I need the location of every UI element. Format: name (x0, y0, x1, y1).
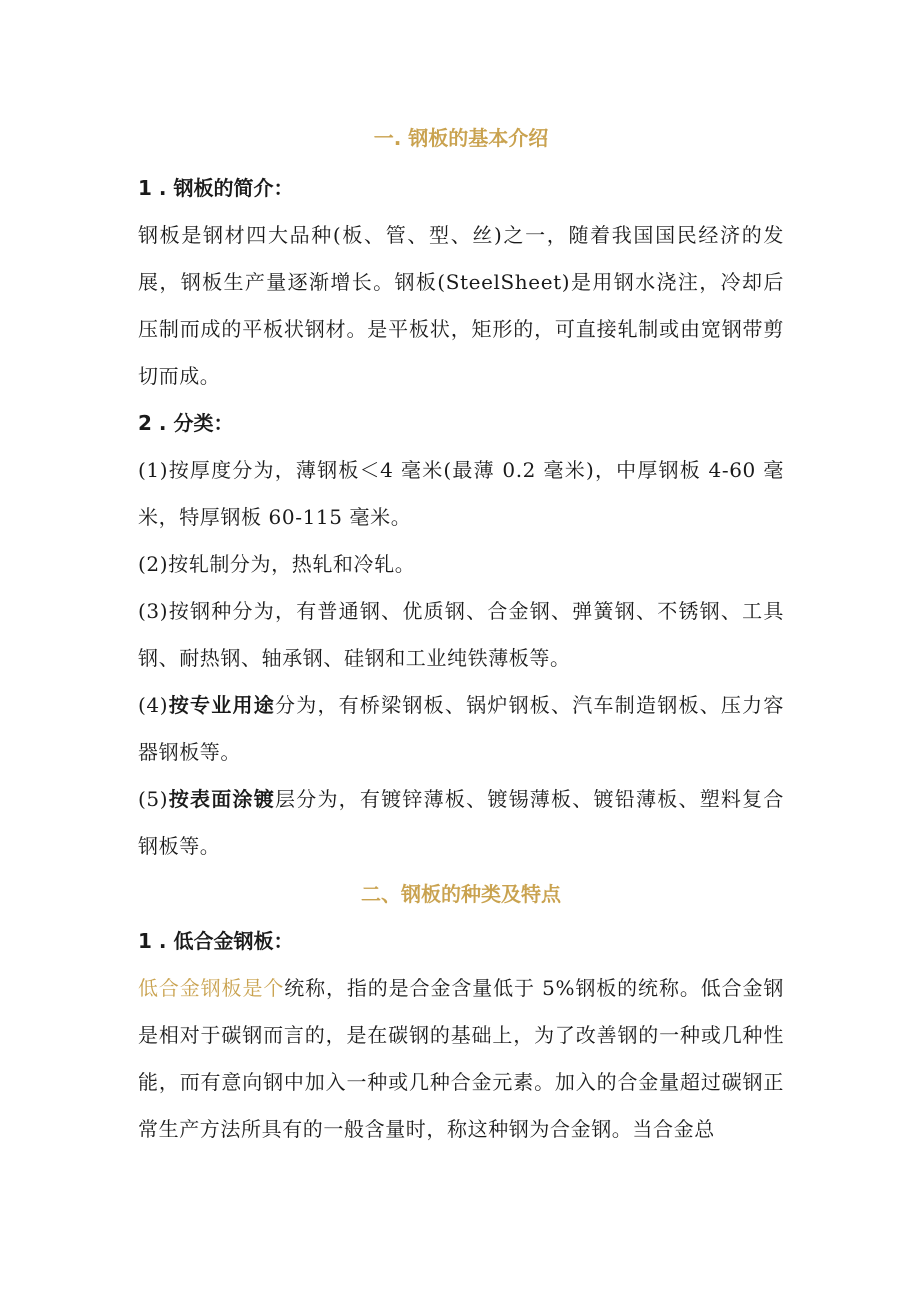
classification-2: (2)按轧制分为，热轧和冷轧。 (138, 552, 416, 576)
classification-5-prefix: (5) (138, 787, 169, 811)
section-1-item-2-heading: 2 . 分类： (138, 411, 234, 435)
section-2-item-1-paragraph (138, 965, 784, 1153)
classification-3: (3)按钢种分为，有普通钢、优质钢、合金钢、弹簧钢、不锈钢、工具钢、耐热钢、轴承钢、硅钢和工业纯铁薄板等。 (138, 599, 784, 670)
classification-4-bold: 按专业用途 (168, 693, 275, 717)
classification-5-rest: 层分为，有镀锌薄板、镀锡薄板、镀铅薄板、塑料复合钢板等。 (138, 787, 785, 858)
classification-1: (1)按厚度分为，薄钢板＜4 毫米(最薄 0.2 毫米)，中厚钢板 4-60 毫米，特厚钢板 60-115 毫米。 (138, 458, 784, 529)
classification-4 (138, 682, 784, 776)
section-1-item-1-heading: 1 . 钢板的简介： (138, 176, 294, 200)
classification-4-prefix: (4) (138, 693, 169, 717)
highlighted-term: 低合金钢板是个 (138, 976, 285, 1000)
classification-4-rest: 分为，有桥梁钢板、锅炉钢板、汽车制造钢板、压力容器钢板等。 (138, 693, 785, 764)
section-2-title: 二、钢板的种类及特点 (361, 882, 561, 906)
section-2-item-1-text: 统称，指的是合金含量低于 5%钢板的统称。低合金钢是相对于碳钢而言的，是在碳钢的基础上，为了改善钢的一种或几种性能，而有意向钢中加入一种或几种合金元素。加入的合金量超过碳钢正常生产方法所具有的一般含量时，称这种钢为合金钢。当合金总 (138, 976, 784, 1141)
section-1-item-1-paragraph: 钢板是钢材四大品种(板、管、型、丝)之一，随着我国国民经济的发展，钢板生产量逐渐增长。钢板(SteelSheet)是用钢水浇注，冷却后压制而成的平板状钢材。是平板状，矩形的，可直接轧制或由宽钢带剪切而成。 (138, 223, 784, 388)
section-1-title: 一. 钢板的基本介绍 (373, 126, 549, 150)
document-page (138, 118, 784, 1153)
classification-5 (138, 776, 784, 870)
section-2-item-1-heading: 1 . 低合金钢板： (138, 929, 294, 953)
classification-5-bold: 按表面涂镀 (168, 787, 275, 811)
